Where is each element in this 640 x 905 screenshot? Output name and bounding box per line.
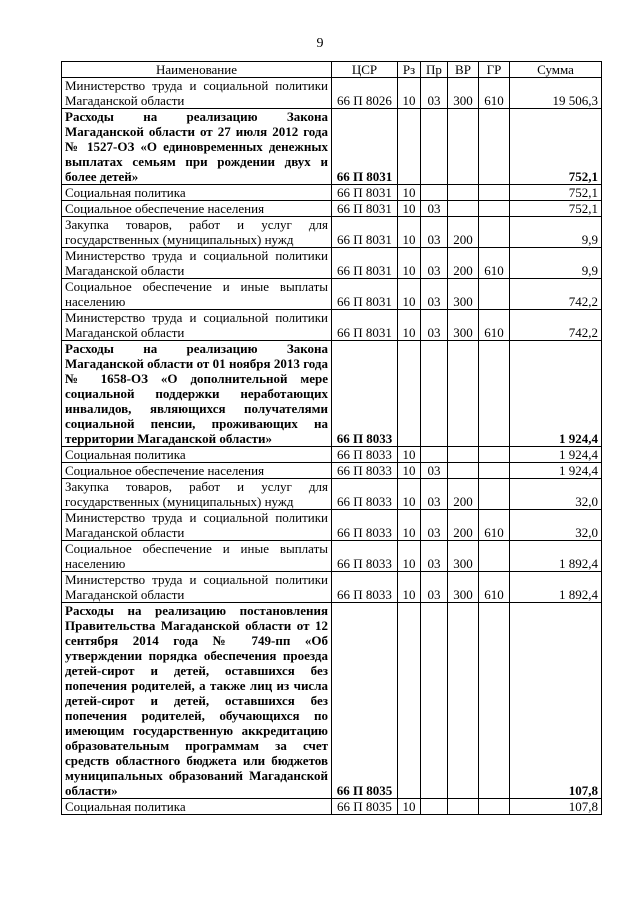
table-row <box>62 603 602 799</box>
cell-rz: 10 <box>398 217 421 248</box>
cell-sum: 1 892,4 <box>510 541 602 572</box>
cell-gr <box>479 201 510 217</box>
cell-pr: 03 <box>421 572 448 603</box>
cell-name: Закупка товаров, работ и услуг для государственных (муниципальных) нужд <box>62 479 332 510</box>
cell-gr <box>479 479 510 510</box>
cell-csr: 66 П 8033 <box>332 572 398 603</box>
cell-pr <box>421 447 448 463</box>
cell-vr <box>448 447 479 463</box>
cell-pr: 03 <box>421 463 448 479</box>
cell-rz: 10 <box>398 572 421 603</box>
cell-vr <box>448 463 479 479</box>
header-row <box>62 62 602 78</box>
table-row <box>62 248 602 279</box>
table-row <box>62 572 602 603</box>
cell-sum: 752,1 <box>510 185 602 201</box>
cell-pr: 03 <box>421 217 448 248</box>
table-row <box>62 310 602 341</box>
cell-vr: 300 <box>448 572 479 603</box>
cell-csr: 66 П 8033 <box>332 510 398 541</box>
cell-gr <box>479 279 510 310</box>
cell-csr: 66 П 8033 <box>332 479 398 510</box>
cell-csr: 66 П 8026 <box>332 78 398 109</box>
cell-pr: 03 <box>421 541 448 572</box>
cell-sum: 1 924,4 <box>510 463 602 479</box>
cell-name: Социальная политика <box>62 799 332 815</box>
cell-rz <box>398 109 421 185</box>
cell-name: Закупка товаров, работ и услуг для государственных (муниципальных) нужд <box>62 217 332 248</box>
cell-sum: 9,9 <box>510 248 602 279</box>
cell-csr: 66 П 8031 <box>332 217 398 248</box>
cell-rz <box>398 603 421 799</box>
cell-name: Министерство труда и социальной политики Магаданской области <box>62 510 332 541</box>
cell-gr: 610 <box>479 510 510 541</box>
cell-vr: 200 <box>448 479 479 510</box>
cell-rz: 10 <box>398 463 421 479</box>
cell-name: Расходы на реализацию постановления Правительства Магаданской области от 12 сентября 2014 года № 749-пп «Об утверждении порядка обеспечения проезда детей-сирот и детей, оставшихся без попечения родителей, а также лиц из числа детей-сирот и детей, оставшихся без попечения родителей, обучающихся по имеющим государственную аккредитацию образовательным программам за счет средств областного бюджета или бюджетов муниципальных образований Магаданской области» <box>62 603 332 799</box>
cell-vr: 300 <box>448 310 479 341</box>
cell-vr: 200 <box>448 217 479 248</box>
cell-csr: 66 П 8035 <box>332 603 398 799</box>
table-row <box>62 217 602 248</box>
cell-pr: 03 <box>421 479 448 510</box>
header-gr: ГР <box>479 62 510 78</box>
page-number: 9 <box>316 36 324 51</box>
cell-vr <box>448 201 479 217</box>
cell-rz: 10 <box>398 510 421 541</box>
table-row <box>62 479 602 510</box>
cell-name: Расходы на реализацию Закона Магаданской области от 27 июля 2012 года № 1527-ОЗ «О единовременных денежных выплатах семьям при рождении двух и более детей» <box>62 109 332 185</box>
table-row <box>62 510 602 541</box>
cell-rz: 10 <box>398 447 421 463</box>
cell-gr: 610 <box>479 248 510 279</box>
cell-pr <box>421 109 448 185</box>
cell-gr <box>479 341 510 447</box>
cell-sum: 1 924,4 <box>510 447 602 463</box>
cell-sum: 752,1 <box>510 201 602 217</box>
header-sum: Сумма <box>510 62 602 78</box>
cell-name: Министерство труда и социальной политики Магаданской области <box>62 572 332 603</box>
cell-rz: 10 <box>398 78 421 109</box>
cell-gr <box>479 185 510 201</box>
cell-pr: 03 <box>421 310 448 341</box>
cell-sum: 1 892,4 <box>510 572 602 603</box>
cell-sum: 32,0 <box>510 479 602 510</box>
cell-name: Социальное обеспечение населения <box>62 201 332 217</box>
cell-pr: 03 <box>421 78 448 109</box>
cell-csr: 66 П 8033 <box>332 447 398 463</box>
table-row <box>62 279 602 310</box>
table-row <box>62 78 602 109</box>
cell-gr <box>479 217 510 248</box>
cell-gr <box>479 541 510 572</box>
cell-gr: 610 <box>479 78 510 109</box>
cell-pr <box>421 799 448 815</box>
cell-name: Министерство труда и социальной политики Магаданской области <box>62 78 332 109</box>
cell-pr <box>421 603 448 799</box>
cell-vr <box>448 799 479 815</box>
cell-name: Социальное обеспечение и иные выплаты населению <box>62 279 332 310</box>
cell-csr: 66 П 8035 <box>332 799 398 815</box>
budget-table <box>61 61 602 815</box>
cell-sum: 9,9 <box>510 217 602 248</box>
cell-sum: 742,2 <box>510 279 602 310</box>
header-csr: ЦСР <box>332 62 398 78</box>
cell-name: Социальная политика <box>62 447 332 463</box>
cell-pr: 03 <box>421 510 448 541</box>
cell-sum: 742,2 <box>510 310 602 341</box>
table-row <box>62 463 602 479</box>
cell-gr <box>479 603 510 799</box>
cell-csr: 66 П 8031 <box>332 201 398 217</box>
cell-name: Социальная политика <box>62 185 332 201</box>
header-name: Наименование <box>62 62 332 78</box>
cell-rz: 10 <box>398 541 421 572</box>
cell-gr: 610 <box>479 572 510 603</box>
cell-name: Министерство труда и социальной политики Магаданской области <box>62 310 332 341</box>
cell-csr: 66 П 8031 <box>332 310 398 341</box>
cell-pr <box>421 185 448 201</box>
cell-name: Социальное обеспечение и иные выплаты населению <box>62 541 332 572</box>
header-rz: Рз <box>398 62 421 78</box>
cell-csr: 66 П 8033 <box>332 341 398 447</box>
cell-rz: 10 <box>398 310 421 341</box>
cell-gr <box>479 109 510 185</box>
cell-sum: 1 924,4 <box>510 341 602 447</box>
cell-vr: 300 <box>448 541 479 572</box>
cell-name: Расходы на реализацию Закона Магаданской области от 01 ноября 2013 года № 1658-ОЗ «О дополнительной мере социальной поддержки неработающих инвалидов, являющихся получателями социальной пенсии, проживающих на территории Магаданской области» <box>62 341 332 447</box>
cell-csr: 66 П 8031 <box>332 279 398 310</box>
cell-vr: 200 <box>448 248 479 279</box>
cell-pr <box>421 341 448 447</box>
cell-vr: 300 <box>448 78 479 109</box>
cell-rz: 10 <box>398 479 421 510</box>
cell-csr: 66 П 8031 <box>332 248 398 279</box>
cell-vr: 200 <box>448 510 479 541</box>
cell-sum: 32,0 <box>510 510 602 541</box>
table-row <box>62 799 602 815</box>
cell-vr: 300 <box>448 279 479 310</box>
table-row <box>62 201 602 217</box>
cell-gr <box>479 463 510 479</box>
cell-rz: 10 <box>398 201 421 217</box>
cell-sum: 107,8 <box>510 799 602 815</box>
cell-name: Министерство труда и социальной политики Магаданской области <box>62 248 332 279</box>
header-vr: ВР <box>448 62 479 78</box>
cell-vr <box>448 185 479 201</box>
cell-name: Социальное обеспечение населения <box>62 463 332 479</box>
header-pr: Пр <box>421 62 448 78</box>
cell-csr: 66 П 8031 <box>332 185 398 201</box>
table-row <box>62 185 602 201</box>
cell-rz: 10 <box>398 799 421 815</box>
table-row <box>62 341 602 447</box>
cell-pr: 03 <box>421 201 448 217</box>
cell-vr <box>448 603 479 799</box>
cell-csr: 66 П 8033 <box>332 541 398 572</box>
cell-sum: 752,1 <box>510 109 602 185</box>
table-row <box>62 447 602 463</box>
cell-pr: 03 <box>421 248 448 279</box>
cell-gr <box>479 447 510 463</box>
cell-vr <box>448 109 479 185</box>
cell-gr <box>479 799 510 815</box>
table-row <box>62 541 602 572</box>
cell-pr: 03 <box>421 279 448 310</box>
cell-csr: 66 П 8033 <box>332 463 398 479</box>
cell-vr <box>448 341 479 447</box>
cell-sum: 19 506,3 <box>510 78 602 109</box>
cell-gr: 610 <box>479 310 510 341</box>
cell-rz: 10 <box>398 279 421 310</box>
cell-rz: 10 <box>398 185 421 201</box>
cell-sum: 107,8 <box>510 603 602 799</box>
table-row <box>62 109 602 185</box>
cell-rz: 10 <box>398 248 421 279</box>
cell-csr: 66 П 8031 <box>332 109 398 185</box>
cell-rz <box>398 341 421 447</box>
